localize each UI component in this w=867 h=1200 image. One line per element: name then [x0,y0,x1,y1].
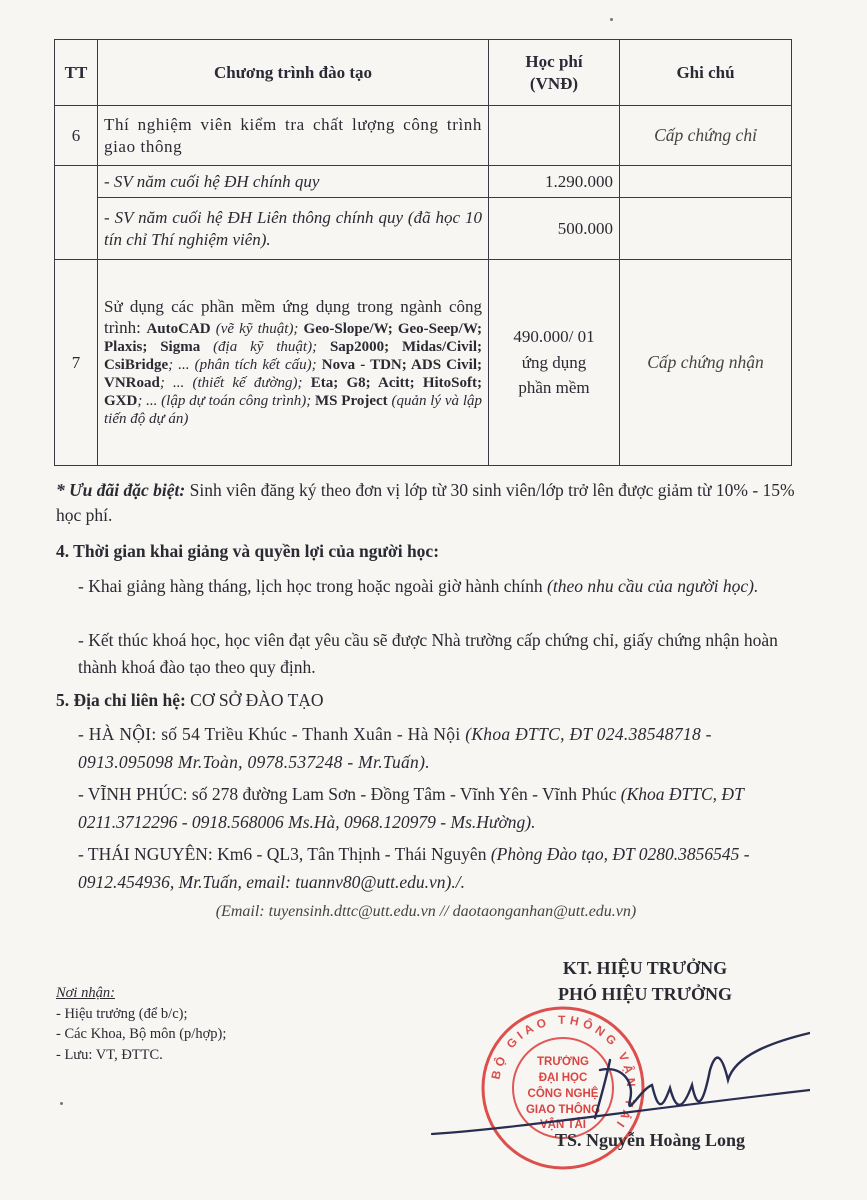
incentive-paragraph [56,478,796,527]
stamp-line5: VẬN TẢI [540,1119,586,1131]
contact-email: (Email: tuyensinh.dttc@utt.edu.vn // daotaonganhan@utt.edu.vn) [215,903,637,920]
signature-title-block [500,956,790,1007]
contact-vinhphuc-text: - VĨNH PHÚC: số 278 đường Lam Sơn - Đồng Tâm - Vĩnh Yên - Vĩnh Phúc [78,784,621,804]
row6-sub1-program: - SV năm cuối hệ ĐH chính quy [98,166,489,198]
row7-fee-line3: phần mềm [518,378,590,398]
row6-sub2-fee: 500.000 [489,198,620,260]
row7-program [98,260,489,466]
row7-p1: Sử dụng các phần mềm ứng dụng trong ngành công trình: [104,297,482,337]
row7-tt: 7 [55,260,98,466]
signature-title-line2: PHÓ HIỆU TRƯỞNG [557,983,732,1004]
row6-sub1-fee: 1.290.000 [489,166,620,198]
header-program: Chương trình đào tạo [98,40,489,106]
header-tt: TT [55,40,98,106]
recipients-block [56,983,226,1065]
row7-p11: ; ... (lập dự toán công trình); [137,392,315,409]
recipient-item: - Hiệu trưởng (để b/c); [56,1005,188,1022]
row7-p9: ; ... (thiết kế đường); [159,374,311,391]
scan-speck [60,1102,63,1105]
row7-p8: Nova - TDN; ADS Civil; VNRoad [104,356,483,391]
row7-p4: Geo-Slope/W; Geo-Seep/W; Plaxis; Sigma [104,320,482,355]
row6-program: Thí nghiệm viên kiểm tra chất lượng công trình giao thông [98,106,489,166]
row7-p12: MS Project [315,392,388,409]
table-row [55,166,792,198]
contact-vinhphuc [56,780,796,836]
row6-tt-cont [55,166,98,260]
section5-heading-label: 5. Địa chỉ liên hệ: [56,690,186,710]
table-header-row [55,40,792,106]
row7-p6: Sap2000; Midas/Civil; CsiBridge [104,338,482,373]
scan-speck [610,18,613,21]
table-row [55,198,792,260]
row6-sub1-note [620,166,792,198]
table-row [55,260,792,466]
contact-thainguyen [56,840,796,896]
row7-fee [489,260,620,466]
handwritten-signature [430,1030,810,1140]
row7-p10: Eta; G8; Acitt; HitoSoft; GXD [104,374,482,409]
fee-table [54,39,792,466]
header-fee [489,40,620,106]
contact-vinhphuc-italic: (Khoa ĐTTC, ĐT 0211.3712296 - 0918.568006 Ms.Hà, 0968.120979 - Ms.Hường). [78,784,744,832]
section5-heading [56,690,796,711]
stamp-ring-text: BỘ GIAO THÔNG VẬN TẢI [488,1012,639,1133]
section4-bullet1-italic: (theo nhu cầu của người học). [547,576,759,596]
row7-p13: (quản lý và lập tiến độ dự án) [104,392,482,427]
incentive-text: Sinh viên đăng ký theo đơn vị lớp từ 30 sinh viên/lớp trở lên được giảm từ 10% - 15% học phí. [56,480,795,525]
row7-p3: (vẽ kỹ thuật); [210,320,304,337]
row7-fee-line2: ứng dụng [521,352,587,372]
row7-p5: (địa kỹ thuật); [200,338,330,355]
section4-bullet2: - Kết thúc khoá học, học viên đạt yêu cầu sẽ được Nhà trường cấp chứng chỉ, giấy chứng nhận hoàn thành khoá đào tạo theo quy định. [78,630,778,678]
stamp-line1: TRƯỜNG [537,1056,589,1068]
incentive-label: * Ưu đãi đặc biệt: [56,480,186,500]
recipients-title: Nơi nhận: [56,985,115,1001]
section4-bullet1-text: - Khai giảng hàng tháng, lịch học trong hoặc ngoài giờ hành chính [78,576,547,596]
row7-p2: AutoCAD [146,320,211,337]
row6-sub2-program: - SV năm cuối hệ ĐH Liên thông chính quy (đã học 10 tín chỉ Thí nghiệm viên). [98,198,489,260]
section4-heading: 4. Thời gian khai giảng và quyền lợi của người học: [56,541,440,561]
contact-hanoi [56,720,796,776]
table-row [55,106,792,166]
header-fee-line2: (VNĐ) [529,73,579,93]
contact-thainguyen-text: - THÁI NGUYÊN: Km6 - QL3, Tân Thịnh - Thái Nguyên [78,844,491,864]
row6-sub2-note [620,198,792,260]
row6-fee-empty [489,106,620,166]
row7-p7: ; ... (phân tích kết cấu); [168,356,322,373]
row6-tt: 6 [55,106,98,166]
recipient-item: - Các Khoa, Bộ môn (p/hợp); [56,1026,227,1043]
stamp-line2: ĐẠI HỌC [538,1072,588,1084]
signature-title-line1: KT. HIỆU TRƯỞNG [562,958,728,978]
row6-note: Cấp chứng chỉ [620,106,792,166]
row7-note: Cấp chứng nhận [620,260,792,466]
signer-name: TS. Nguyễn Hoàng Long [554,1130,746,1150]
section4-bullet1 [56,573,796,600]
stamp-line3: CÔNG NGHỆ [527,1088,599,1100]
contact-hanoi-text: - HÀ NỘI: số 54 Triều Khúc - Thanh Xuân - Hà Nội [78,724,466,744]
header-note: Ghi chú [620,40,792,106]
header-fee-line1: Học phí [525,51,583,71]
stamp-line4: GIAO THÔNG [525,1104,601,1116]
contact-thainguyen-italic: (Phòng Đào tạo, ĐT 0280.3856545 - 0912.454936, Mr.Tuấn, email: tuannv80@utt.edu.vn)./. [78,844,750,892]
contact-hanoi-italic: (Khoa ĐTTC, ĐT 024.38548718 - 0913.095098 Mr.Toàn, 0978.537248 - Mr.Tuấn). [78,724,712,772]
recipient-item: - Lưu: VT, ĐTTC. [56,1046,163,1063]
section5-heading-rest: CƠ SỞ ĐÀO TẠO [185,690,324,710]
row7-fee-line1: 490.000/ 01 [513,327,595,347]
